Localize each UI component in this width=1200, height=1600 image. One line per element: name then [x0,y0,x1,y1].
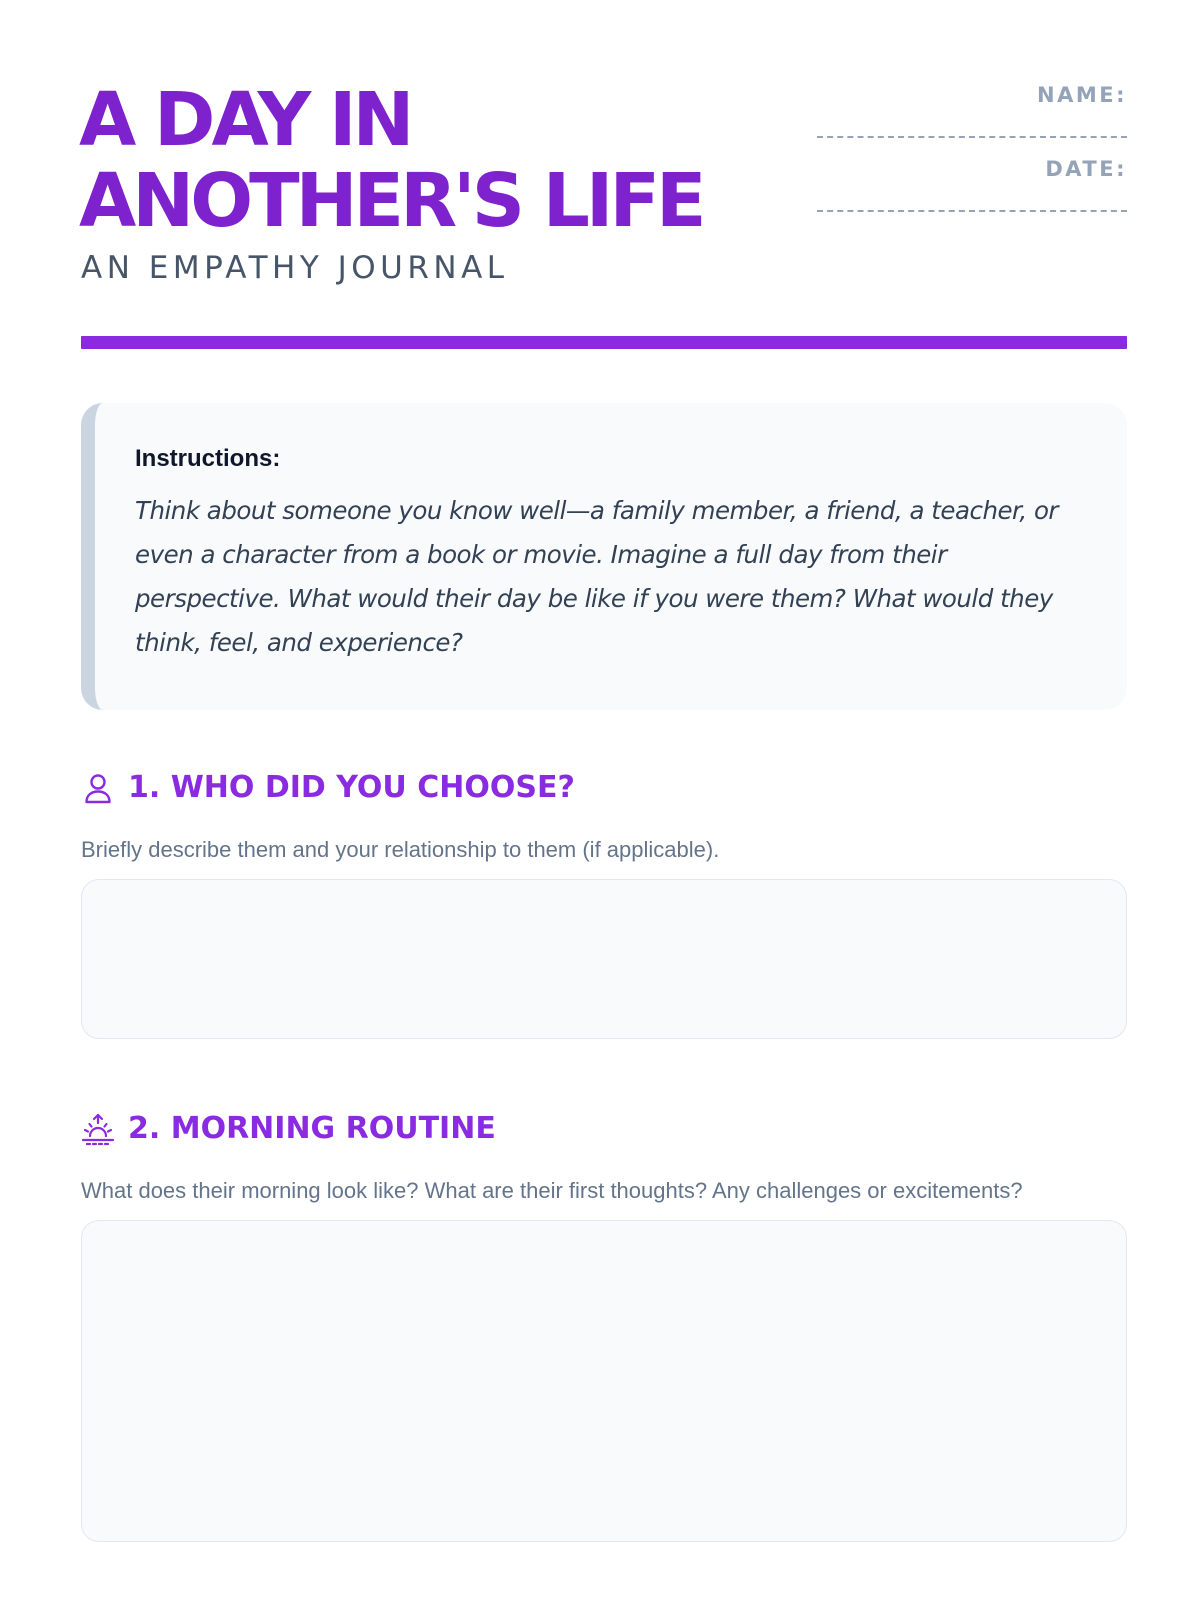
instructions-heading: Instructions: [135,445,281,472]
page-subtitle: AN EMPATHY JOURNAL [81,250,509,286]
section-heading [81,770,575,805]
section-title: 1. WHO DID YOU CHOOSE? [128,770,575,805]
answer-box[interactable] [81,879,1127,1039]
instructions-box [81,403,1127,710]
date-label: DATE: [1045,157,1127,181]
section-title: 2. MORNING ROUTINE [128,1111,496,1146]
date-field[interactable] [817,210,1127,212]
section-description: Briefly describe them and your relationship to them (if applicable). [81,837,720,862]
section-description: What does their morning look like? What are their first thoughts? Any challenges or excitements? [81,1178,1023,1203]
name-field[interactable] [817,136,1127,138]
page-title-line-2: ANOTHER'S LIFE [79,158,703,244]
sunrise-icon [81,1112,115,1146]
header [81,0,1127,350]
journal-page [81,0,1127,1600]
instructions-text: Think about someone you know well—a family member, a friend, a teacher, or even a character from a book or movie. Imagine a full day from their perspective. What would their day be like if you were them? What would they think, feel, and experience? [135,496,1059,657]
answer-box[interactable] [81,1220,1127,1542]
person-icon [81,771,115,805]
page-title-line-1: A DAY IN [79,77,411,163]
section-heading [81,1111,496,1146]
header-divider [81,336,1127,349]
name-label: NAME: [1037,83,1127,107]
